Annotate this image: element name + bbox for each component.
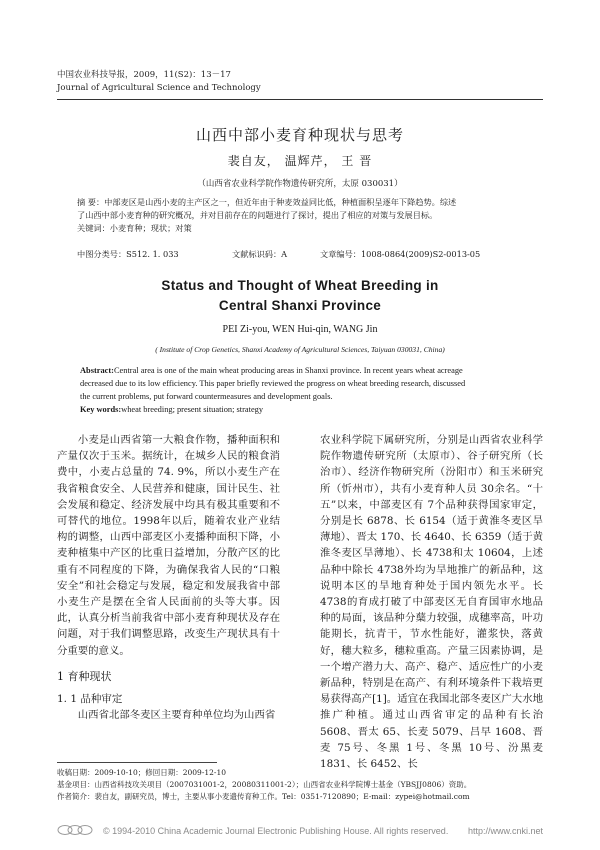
body-paragraph: 山西省北部冬麦区主要育种单位均为山西省 bbox=[77, 709, 276, 722]
body-paragraph-continued: 农业科学院下属研究所，分别是山西省农业科学院作物遗传研究所（太原市）、谷子研究所（长治市）、经济作物研究所（汾阳市）和玉米研究所（忻州市），共有小麦育种人员 30余名。“十 五”以来，中部麦区有 7个品种获得国家审定，分别是长 6878、长 6154（适于黄淮冬麦区旱薄地）、晋太 170、长 4640、长 6359（适于黄淮冬麦区旱薄地）、长 4738和太 10604，上述品种中除长 4738外均为旱地推广的新品种，这说明本区的旱地育种处于国内领先水平。长 4738的育成打破了中部麦区无自育国审水地品种的局面，该品种分蘖力较强，成穗率高，叶功能期长，抗青干，节水性能好，灌浆快，落黄好，穗大粒多，穗粒重高。产量三因素协调，是一个增产潜力大、高产、稳产、适应性广的小麦新品种，特别是在高产、有利环境条件下栽培更易获得高产[1]。适宜在我国北部冬麦区广大水地推广种植。通过山西省审定的品种有长治 5608、晋太 65、长麦 5079、吕早 1608、晋麦 75号、冬黑 1号、冬黑 10号、汾黑麦 1831、长 6452、长 bbox=[320, 434, 543, 771]
subsection-heading: 1. 1 品种审定 bbox=[57, 693, 123, 706]
abstract-cn-line2: 了山西中部小麦育种的研究概况，并对目前存在的问题进行了探讨，提出了相应的对策与发展目标。 bbox=[77, 210, 438, 220]
abstract-cn bbox=[77, 196, 527, 235]
copyright-bar bbox=[57, 826, 543, 836]
copyright-text: © 1994-2010 China Academic Journal Electronic Publishing House. All rights reserved. bbox=[103, 826, 449, 836]
footnote-received: 收稿日期：2009-10-10；修回日期：2009-12-10 bbox=[57, 768, 226, 777]
footnote-rule bbox=[57, 762, 217, 763]
journal-citation: 中国农业科技导报，2009，11(S2)：13－17 bbox=[57, 70, 231, 80]
cnki-logo-icon bbox=[57, 824, 97, 836]
authors-en: PEI Zi-you, WEN Hui-qin, WANG Jin bbox=[222, 324, 378, 335]
cnki-url[interactable]: http://www.cnki.net bbox=[467, 826, 543, 836]
document-code: 文献标识码：A bbox=[232, 249, 288, 259]
section-heading: 1 育种现状 bbox=[57, 669, 112, 683]
paper-title-cn: 山西中部小麦育种现状与思考 bbox=[195, 126, 404, 144]
abstract-cn-label: 摘 要： bbox=[77, 197, 105, 207]
journal-name: Journal of Agricultural Science and Technology bbox=[57, 83, 261, 93]
abstract-en-line1: Central area is one of the main wheat producing areas in Shanxi province. In recent years wheat acreage bbox=[113, 366, 463, 375]
clc-number: 中图分类号：S512. 1. 033 bbox=[77, 249, 179, 259]
keywords-cn: 关键词：小麦育种；现状；对策 bbox=[77, 223, 192, 233]
footnote-fund: 基金项目：山西省科技攻关项目（2007031001-2，20080311001-2）；山西省农业科学院博士基金（YBSJJ0806）资助。 bbox=[57, 780, 472, 789]
intro-paragraph: 小麦是山西省第一大粮食作物，播种面积和产量仅次于玉米。据统计，在城乡人民的粮食消费中，小麦占总量的 74. 9%，所以小麦生产在我省粮食安全、人民营养和健康，国计民生、社会发展和稳定、经济发展中均具有极其重要和不可替代的地位。1998年以后，随着农业产业结构的调整，山西中部麦区小麦播种面积下降，小麦种植集中产区的比重日益增加，分散产区的比重有不同程度的下降，为确保我省人民的“口粮安全”和社会稳定与发展，稳定和发展我省中部小麦生产是摆在全省人民面前的头等大事。因此，认真分析当前我省中部小麦育种现状及存在问题，对于我们调整思路，改变生产现状具有十分重要的意义。 bbox=[57, 434, 280, 657]
keywords-en-label: Key words: bbox=[80, 405, 122, 414]
affiliation-cn: （山西省农业科学院作物遗传研究所，太原 030031） bbox=[197, 179, 403, 189]
paper-title-en-line2: Central Shanxi Province bbox=[218, 298, 382, 313]
authors-cn: 裴自友， 温辉芹， 王 晋 bbox=[227, 154, 373, 168]
paper-title-en-line1: Status and Thought of Wheat Breeding in bbox=[161, 278, 439, 293]
body-right-column bbox=[320, 432, 543, 772]
header-rule bbox=[57, 99, 543, 100]
footnote-author: 作者简介：裴自友，副研究员，博士，主要从事小麦遗传育种工作。Tel：0351-7120890；E-mail：zypei@hotmail.com bbox=[57, 792, 470, 801]
keywords-en: wheat breeding; present situation; strategy bbox=[121, 405, 264, 414]
affiliation-en: ( Institute of Crop Genetics, Shanxi Academy of Agricultural Sciences, Taiyuan 030031, China) bbox=[155, 345, 445, 354]
abstract-en bbox=[80, 364, 520, 416]
article-number: 文章编号：1008-0864(2009)S2-0013-05 bbox=[320, 249, 481, 259]
abstract-en-line3: the current problems, put forward countermeasures and development goals. bbox=[80, 392, 333, 401]
abstract-en-line2: decreased due to its low efficiency. This paper briefly reviewed the progress on wheat breeding research, discussed bbox=[80, 379, 466, 388]
body-left-column bbox=[57, 432, 280, 723]
abstract-en-label: Abstract: bbox=[80, 366, 114, 375]
abstract-cn-line1: 中部麦区是山西小麦的主产区之一，但近年由于种麦效益同比低，种植面积呈逐年下降趋势。综述 bbox=[104, 197, 457, 207]
